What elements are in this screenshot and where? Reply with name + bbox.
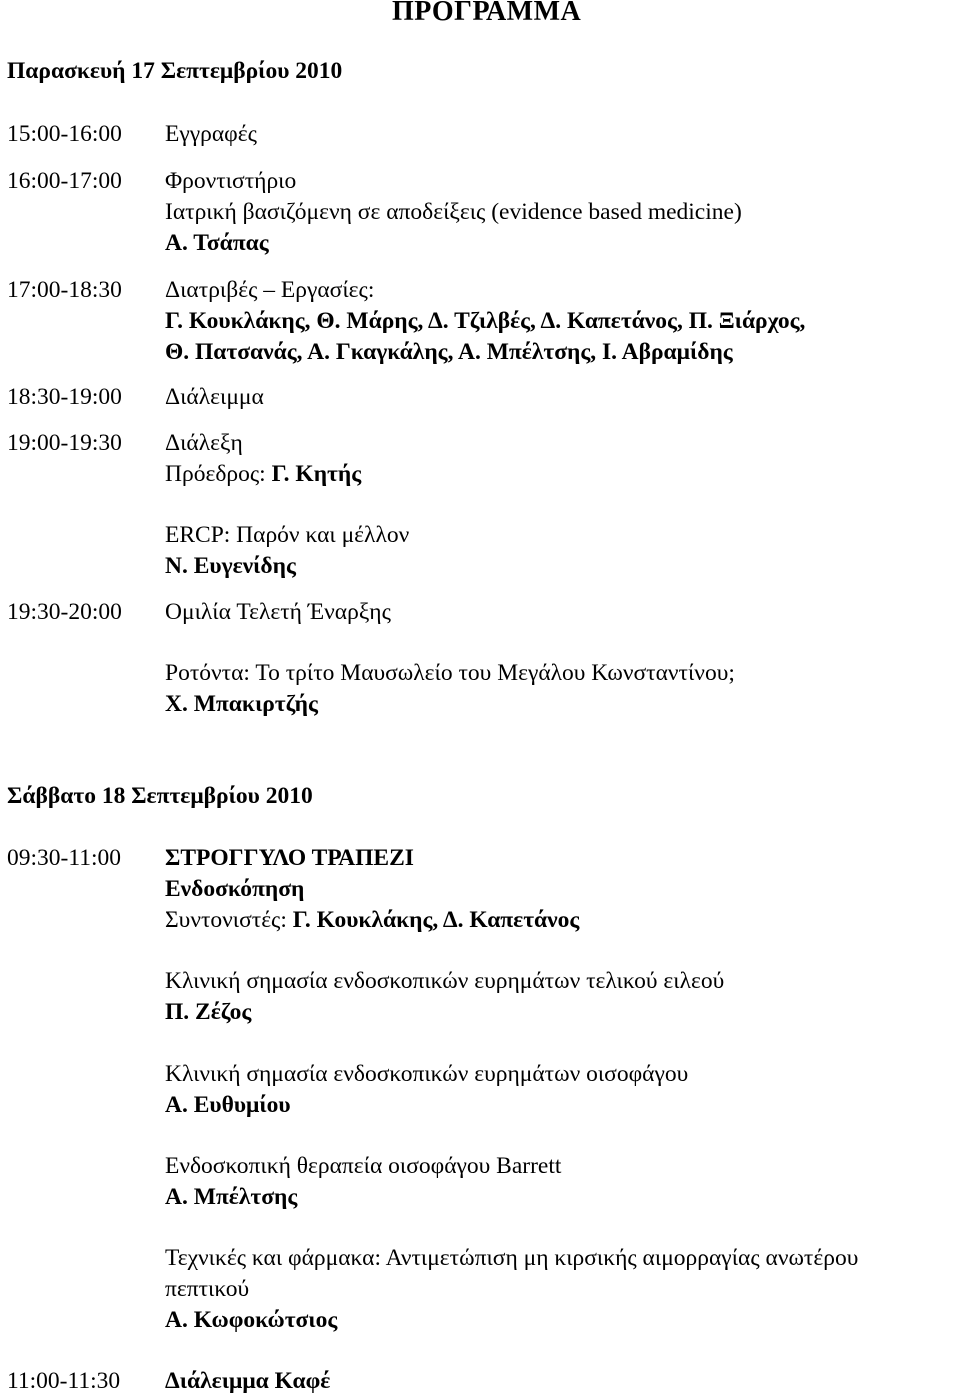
session-title: ΣΤΡΟΓΓΥΛΟ ΤΡΑΠΕΖΙ xyxy=(165,845,414,871)
session-time: 15:00-16:00 xyxy=(7,121,122,147)
session-time: 18:30-19:00 xyxy=(7,384,122,410)
speaker-name: Χ. Μπακιρτζής xyxy=(165,691,318,717)
talk-title: Ιατρική βασιζόμενη σε αποδείξεις (evidence based medicine) xyxy=(165,199,742,225)
session-time: 17:00-18:30 xyxy=(7,277,122,303)
session-title: Εγγραφές xyxy=(165,121,257,147)
speaker-names: Γ. Κουκλάκης, Θ. Μάρης, Δ. Τζιλβές, Δ. Καπετάνος, Π. Ξιάρχος, xyxy=(165,308,806,334)
session-title: Διατριβές – Εργασίες: xyxy=(165,277,375,303)
session-subtitle: Ενδοσκόπηση xyxy=(165,876,305,902)
talk-title-continued: πεπτικού xyxy=(165,1276,250,1302)
talk-title: Ενδοσκοπική θεραπεία οισοφάγου Barrett xyxy=(165,1153,562,1179)
chair-name: Γ. Κητής xyxy=(271,461,362,487)
talk-title: Ροτόντα: Το τρίτο Μαυσωλείο του Μεγάλου Κωνσταντίνου; xyxy=(165,660,735,686)
talk-title: Κλινική σημασία ενδοσκοπικών ευρημάτων τελικού ειλεού xyxy=(165,968,725,994)
session-time: 16:00-17:00 xyxy=(7,168,122,194)
speaker-name: Α. Κωφοκώτσιος xyxy=(165,1307,338,1333)
day-heading-saturday: Σάββατο 18 Σεπτεμβρίου 2010 xyxy=(7,783,313,809)
session-time: 11:00-11:30 xyxy=(7,1368,121,1394)
session-time: 19:30-20:00 xyxy=(7,599,122,625)
day-heading-friday: Παρασκευή 17 Σεπτεμβρίου 2010 xyxy=(7,58,343,84)
chair-label: Πρόεδρος: xyxy=(165,461,266,487)
session-time: 09:30-11:00 xyxy=(7,845,122,871)
session-title: Διάλεξη xyxy=(165,430,243,456)
talk-title: Κλινική σημασία ενδοσκοπικών ευρημάτων οισοφάγου xyxy=(165,1061,689,1087)
speaker-name: Α. Τσάπας xyxy=(165,230,269,256)
talk-title: Τεχνικές και φάρμακα: Αντιμετώπιση μη κιρσικής αιμορραγίας ανωτέρου xyxy=(165,1245,859,1271)
session-title: Φροντιστήριο xyxy=(165,168,297,194)
speaker-name: Π. Ζέζος xyxy=(165,999,252,1025)
speaker-names: Θ. Πατσανάς, Α. Γκαγκάλης, Α. Μπέλτσης, Ι. Αβραμίδης xyxy=(165,339,733,365)
session-title: Διάλειμμα Καφέ xyxy=(165,1368,331,1394)
coordinators-label: Συντονιστές: xyxy=(165,907,287,933)
speaker-name: Α. Μπέλτσης xyxy=(165,1184,298,1210)
coordinators-names: Γ. Κουκλάκης, Δ. Καπετάνος xyxy=(292,907,580,933)
page-title: ΠΡΟΓΡΑΜΜΑ xyxy=(392,0,582,27)
speaker-name: Α. Ευθυμίου xyxy=(165,1092,291,1118)
session-title: Ομιλία Τελετή Έναρξης xyxy=(165,599,391,625)
session-title: Διάλειμμα xyxy=(165,384,264,410)
talk-title: ERCP: Παρόν και μέλλον xyxy=(165,522,410,548)
chair-line xyxy=(165,461,361,488)
session-time: 19:00-19:30 xyxy=(7,430,122,456)
speaker-name: Ν. Ευγενίδης xyxy=(165,553,296,579)
coordinators-line xyxy=(165,907,579,934)
